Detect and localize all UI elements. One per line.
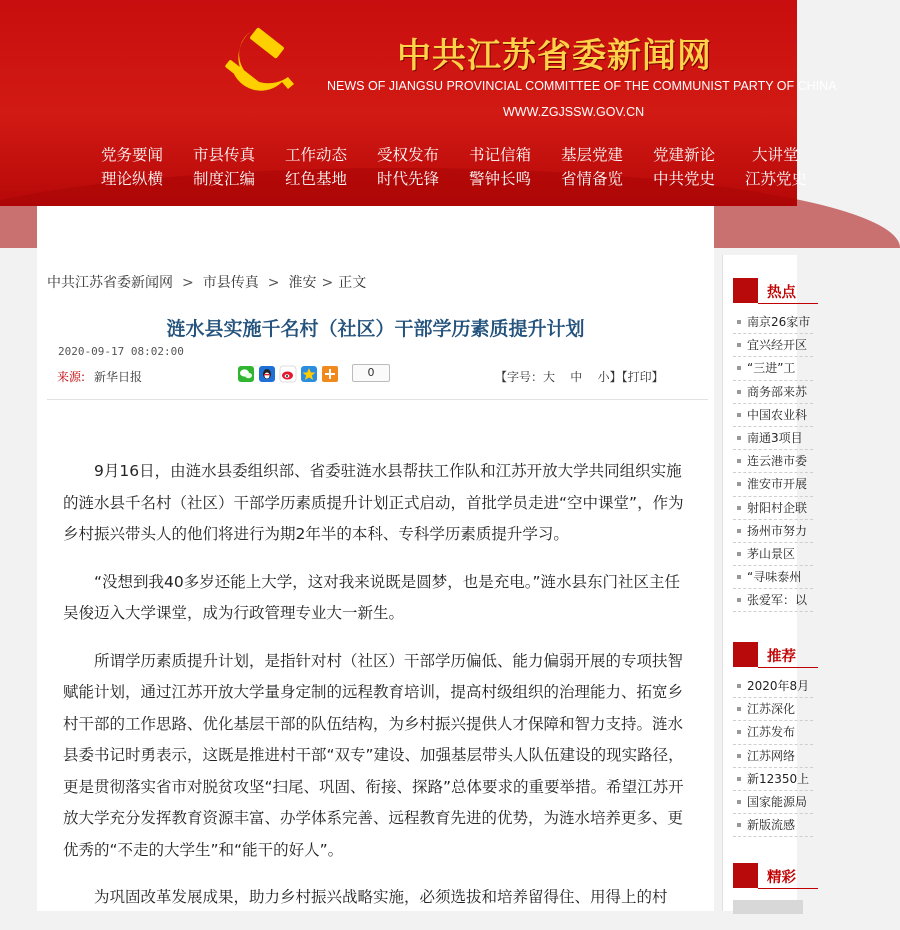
- breadcrumb-separator: >: [321, 275, 334, 291]
- section-marker: [733, 863, 758, 888]
- source-value: 新华日报: [94, 370, 143, 384]
- list-item[interactable]: 2020年8月: [733, 675, 813, 698]
- article-panel: [37, 206, 714, 911]
- article-paragraph: “没想到我40多岁还能上大学，这对我来说既是圆梦，也是充电。”涟水县东门社区主任吴俊迈入大学课堂，成为行政管理专业大一新生。: [63, 572, 681, 622]
- header-divider: [47, 399, 708, 400]
- section-marker: [733, 642, 758, 667]
- site-title: 中共江苏省委新闻网: [397, 36, 712, 76]
- breadcrumb-current: 正文: [338, 275, 367, 291]
- font-size-medium[interactable]: 中: [570, 370, 583, 384]
- list-item[interactable]: 国家能源局: [733, 791, 813, 814]
- right-sidebar: [722, 255, 811, 911]
- site-english-name: NEWS OF JIANGSU PROVINCIAL COMMITTEE OF THE COMMUNIST PARTY OF CHINA: [327, 79, 837, 93]
- list-item[interactable]: 宜兴经开区: [733, 334, 813, 357]
- nav-link[interactable]: 工作动态: [285, 146, 348, 164]
- main-nav-row-1: [0, 143, 797, 167]
- article-date: 2020-09-17 08:02:00: [58, 345, 184, 358]
- list-item[interactable]: 射阳村企联: [733, 497, 813, 520]
- list-item[interactable]: 扬州市努力: [733, 520, 813, 543]
- nav-link[interactable]: 受权发布: [377, 146, 440, 164]
- section-rule: [758, 888, 818, 889]
- plus-icon[interactable]: [322, 366, 338, 382]
- font-size-controls: [495, 368, 664, 385]
- nav-link[interactable]: 党务要闻: [101, 146, 164, 164]
- recommend-section-header: [733, 642, 813, 668]
- list-item[interactable]: 张爱军：以: [733, 589, 813, 612]
- hot-news-list: [733, 311, 813, 612]
- nav-link[interactable]: 江苏党史: [745, 170, 808, 188]
- nav-link[interactable]: 基层党建: [561, 146, 624, 164]
- hot-section-title: 热点: [767, 285, 796, 301]
- hot-section-header: [733, 278, 813, 304]
- font-size-label: 【字号：: [495, 370, 544, 384]
- nav-link[interactable]: 警钟长鸣: [469, 170, 532, 188]
- article-paragraph: 为巩固改革发展成果，助力乡村振兴战略实施，必须选拔和培养留得住、用得上的村: [94, 888, 668, 906]
- weibo-icon[interactable]: [280, 366, 296, 382]
- list-item[interactable]: 南京26家市: [733, 311, 813, 334]
- breadcrumb-city[interactable]: 淮安: [288, 275, 317, 291]
- breadcrumb-separator: >: [267, 275, 280, 291]
- breadcrumb-separator: >: [182, 275, 194, 291]
- list-item[interactable]: 淮安市开展: [733, 473, 813, 496]
- print-link[interactable]: 【打印】: [621, 370, 664, 384]
- hammer-sickle-icon: [220, 22, 300, 102]
- font-size-large[interactable]: 大: [543, 370, 556, 384]
- breadcrumb: [47, 272, 366, 292]
- section-rule: [758, 667, 818, 668]
- section-rule: [758, 303, 818, 304]
- list-item[interactable]: 茅山景区: [733, 543, 813, 566]
- qzone-icon[interactable]: [301, 366, 317, 382]
- list-item[interactable]: 江苏网络: [733, 745, 813, 768]
- breadcrumb-section[interactable]: 市县传真: [202, 275, 259, 291]
- list-item[interactable]: 新12350上: [733, 768, 813, 791]
- nav-link[interactable]: 大讲堂: [752, 146, 799, 164]
- list-item[interactable]: “寻味泰州: [733, 566, 813, 589]
- article-title: 涟水县实施千名村（社区）干部学历素质提升计划: [166, 318, 585, 340]
- recommend-section-title: 推荐: [767, 649, 796, 665]
- article-body: [63, 456, 689, 930]
- section-marker: [733, 278, 758, 303]
- font-size-close: 】: [609, 370, 622, 384]
- list-item[interactable]: 中国农业科: [733, 404, 813, 427]
- nav-link[interactable]: 理论纵横: [101, 170, 164, 188]
- breadcrumb-home[interactable]: 中共江苏省委新闻网: [47, 275, 173, 291]
- list-item[interactable]: 江苏发布: [733, 721, 813, 744]
- article-paragraph: 9月16日，由涟水县委组织部、省委驻涟水县帮扶工作队和江苏开放大学共同组织实施的涟水县千名村（社区）干部学历素质提升计划正式启动，首批学员走进“空中课堂”，作为乡村振兴带头人的他们将进行为期2年半的本科、专科学历素质提升学习。: [63, 462, 684, 543]
- qq-icon[interactable]: [259, 366, 275, 382]
- nav-link[interactable]: 市县传真: [193, 146, 256, 164]
- list-item[interactable]: 新版流感: [733, 814, 813, 837]
- nav-link[interactable]: 书记信箱: [469, 146, 532, 164]
- recommend-news-list: [733, 675, 813, 837]
- nav-link[interactable]: 省情备览: [561, 170, 624, 188]
- nav-link[interactable]: 党建新论: [653, 146, 716, 164]
- source-label: 来源:: [57, 370, 86, 384]
- list-item[interactable]: 南通3项目: [733, 427, 813, 450]
- article-paragraph: 所谓学历素质提升计划，是指针对村（社区）干部学历偏低、能力偏弱开展的专项扶智赋能计划，通过江苏开放大学量身定制的远程教育培训，提高村级组织的治理能力、拓宽乡村干部的工作思路、优化基层干部的队伍结构，为乡村振兴提供人才保障和智力支持。涟水县委书记时勇表示，这既是推进村干部“双专”建设、加强基层带头人队伍建设的现实路径，更是贯彻落实省市对脱贫攻坚“扫尾、巩固、衔接、探路”总体要求的重要举措。希望江苏开放大学充分发挥教育资源丰富、办学体系完善、远程教育先进的优势，为涟水培养更多、更优秀的“不走的大学生”和“能干的好人”。: [63, 651, 684, 859]
- nav-link[interactable]: 制度汇编: [193, 170, 256, 188]
- site-banner: [0, 0, 837, 206]
- nav-link[interactable]: 红色基地: [285, 170, 348, 188]
- list-item[interactable]: “三进”工: [733, 357, 813, 380]
- list-item[interactable]: 连云港市委: [733, 450, 813, 473]
- nav-link[interactable]: 中共党史: [653, 170, 716, 188]
- nav-link[interactable]: 时代先锋: [377, 170, 440, 188]
- featured-thumbnail[interactable]: [733, 900, 803, 914]
- wechat-icon[interactable]: [238, 366, 254, 382]
- list-item[interactable]: 商务部来苏: [733, 381, 813, 404]
- featured-section-title: 精彩: [767, 870, 796, 886]
- share-count: 0: [352, 364, 390, 382]
- list-item[interactable]: 江苏深化: [733, 698, 813, 721]
- font-size-small[interactable]: 小: [597, 370, 610, 384]
- featured-section-header: [733, 863, 813, 889]
- main-nav-row-2: [0, 167, 808, 191]
- site-url: WWW.ZGJSSW.GOV.CN: [503, 105, 645, 119]
